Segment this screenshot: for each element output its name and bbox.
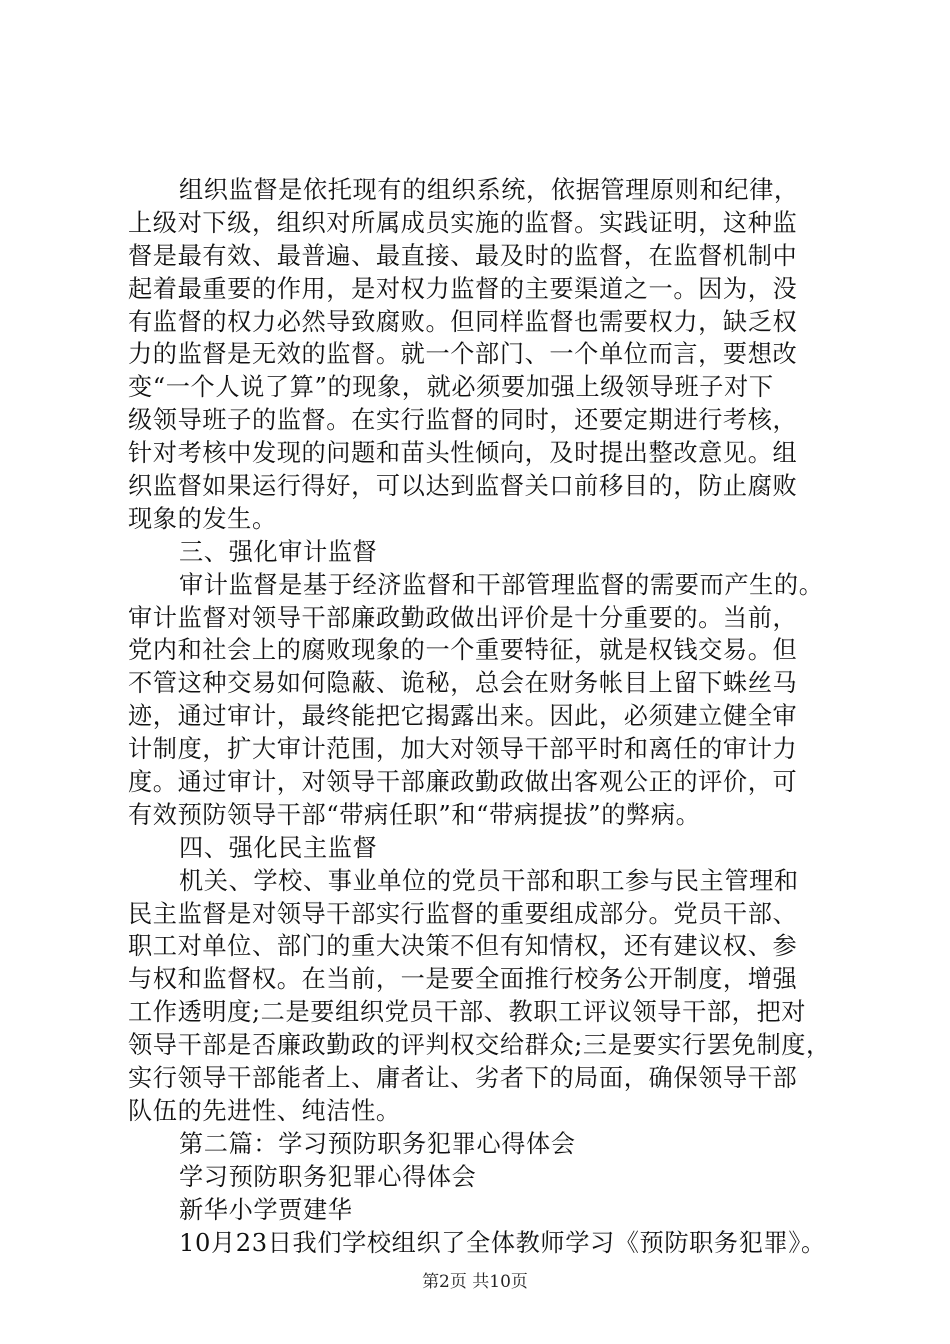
paragraph-line: 领导干部是否廉政勤政的评判权交给群众;三是要实行罢免制度， [128, 1031, 831, 1060]
paragraph-line: 督是最有效、最普遍、最直接、最及时的监督，在监督机制中 [128, 241, 798, 270]
chapter-heading: 第二篇：学习预防职务犯罪心得体会 [179, 1129, 576, 1158]
paragraph-line: 民主监督是对领导干部实行监督的重要组成部分。党员干部、 [128, 899, 798, 928]
paragraph-line: 变“一个人说了算”的现象，就必须要加强上级领导班子对下 [128, 373, 774, 402]
paragraph-line: 机关、学校、事业单位的党员干部和职工参与民主管理和 [179, 866, 799, 895]
paragraph-line: 上级对下级，组织对所属成员实施的监督。实践证明，这种监 [128, 208, 798, 237]
paragraph-line: 不管这种交易如何隐蔽、诡秘，总会在财务帐目上留下蛛丝马 [128, 669, 798, 698]
page-footer [0, 1272, 950, 1292]
paragraph-line: 实行领导干部能者上、庸者让、劣者下的局面，确保领导干部 [128, 1064, 798, 1093]
paragraph-line: 职工对单位、部门的重大决策不但有知情权，还有建议权、参 [128, 932, 798, 961]
paragraph-line: 级领导班子的监督。在实行监督的同时，还要定期进行考核， [128, 406, 798, 435]
paragraph-line: 度。通过审计，对领导干部廉政勤政做出客观公正的评价，可 [128, 768, 798, 797]
paragraph-line: 工作透明度;二是要组织党员干部、教职工评议领导干部，把对 [128, 998, 807, 1027]
paragraph-line: 有监督的权力必然导致腐败。但同样监督也需要权力，缺乏权 [128, 307, 798, 336]
article-title: 学习预防职务犯罪心得体会 [179, 1162, 477, 1191]
paragraph-line: 计制度，扩大审计范围，加大对领导干部平时和离任的审计力 [128, 735, 798, 764]
paragraph-line: 党内和社会上的腐败现象的一个重要特征，就是权钱交易。但 [128, 636, 798, 665]
section-heading: 三、强化审计监督 [179, 537, 378, 566]
paragraph-line: 审计监督是基于经济监督和干部管理监督的需要而产生的。 [179, 570, 824, 599]
paragraph-line: 针对考核中发现的问题和苗头性倾向，及时提出整改意见。组 [128, 439, 798, 468]
section-heading: 四、强化民主监督 [179, 833, 378, 862]
paragraph-line: 起着最重要的作用，是对权力监督的主要渠道之一。因为，没 [128, 274, 798, 303]
paragraph-line: 织监督如果运行得好，可以达到监督关口前移目的，防止腐败 [128, 472, 798, 501]
paragraph-line: 队伍的先进性、纯洁性。 [128, 1096, 401, 1125]
paragraph-line: 力的监督是无效的监督。就一个部门、一个单位而言，要想改 [128, 340, 798, 369]
paragraph-line: 与权和监督权。在当前，一是要全面推行校务公开制度，增强 [128, 965, 798, 994]
paragraph-line: 迹，通过审计，最终能把它揭露出来。因此，必须建立健全审 [128, 702, 798, 731]
paragraph-line: 10月23日我们学校组织了全体教师学习《预防职务犯罪》。 [179, 1228, 826, 1257]
author-line: 新华小学贾建华 [179, 1195, 353, 1224]
body-text [128, 174, 840, 1259]
page-number: 第2页 共10页 [422, 1272, 528, 1292]
paragraph-line: 有效预防领导干部“带病任职”和“带病提拔”的弊病。 [128, 800, 701, 829]
paragraph-line: 审计监督对领导干部廉政勤政做出评价是十分重要的。当前， [128, 603, 798, 632]
paragraph-line: 组织监督是依托现有的组织系统，依据管理原则和纪律， [179, 176, 799, 204]
paragraph-line: 现象的发生。 [128, 504, 277, 533]
